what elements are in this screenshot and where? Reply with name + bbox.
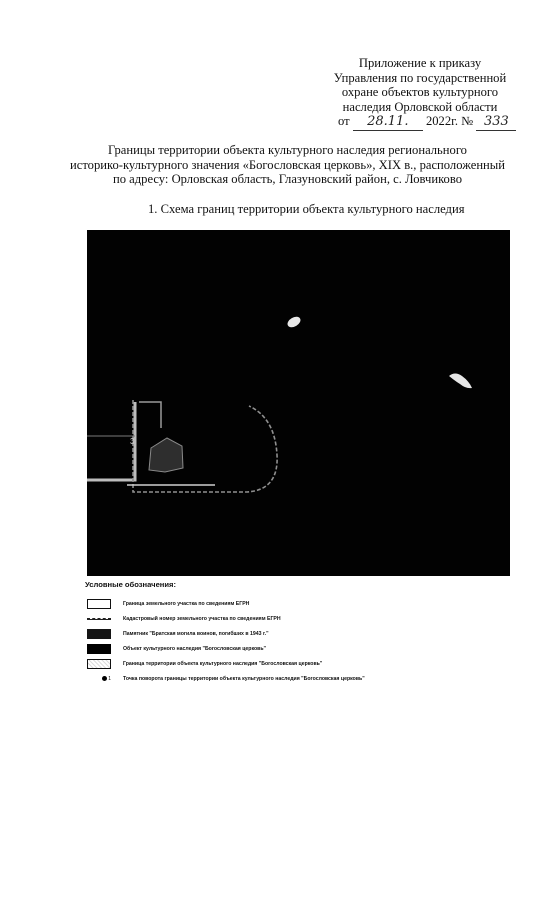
legend-swatch-monument	[87, 629, 111, 639]
title-line-2: историко-культурного значения «Богословская церковь», XIX в., расположенный	[69, 157, 506, 172]
legend-item	[85, 656, 505, 671]
legend-swatch-territory-boundary	[87, 659, 111, 669]
legend-swatch-heritage-object	[87, 644, 111, 654]
legend-swatch-turn-point	[87, 676, 111, 682]
appendix-line-1: Приложение к приказу	[358, 56, 482, 70]
handwritten-date: 28.11.	[353, 115, 423, 131]
legend-item	[85, 671, 505, 686]
year-suffix: 2022г. №	[425, 114, 474, 129]
appendix-line-2: Управления по государственной	[333, 70, 507, 85]
legend-swatch-cadastral-number	[87, 618, 111, 620]
boundary-scheme-map	[87, 230, 510, 576]
legend-item	[85, 641, 505, 656]
legend-title: Условные обозначения:	[85, 580, 177, 589]
legend-label: Кадастровый номер земельного участка по сведениям ЕГРН	[123, 615, 281, 622]
appendix-line-4: наследия Орловской области	[342, 99, 498, 114]
legend-label: Граница территории объекта культурного наследия "Богословская церковь"	[123, 660, 323, 667]
legend-label: Объект культурного наследия "Богословская церковь"	[123, 645, 266, 652]
legend-swatch-plot-boundary	[87, 599, 111, 609]
legend-item	[85, 596, 505, 611]
appendix-line-3: охране объектов культурного	[341, 85, 499, 100]
turn-point-dot-icon	[102, 676, 107, 681]
title-line-3: по адресу: Орловская область, Глазуновский район, с. Ловчиково	[112, 172, 462, 187]
turn-point-dot-label: 1	[108, 675, 111, 682]
legend-label: Граница земельного участка по сведениям ЕГРН	[123, 600, 250, 607]
appendix-header	[310, 56, 530, 131]
legend-label: Точка поворота границы территории объекта культурного наследия "Богословская церковь"	[123, 675, 365, 682]
map-legend	[85, 580, 505, 686]
legend-item	[85, 626, 505, 641]
date-prefix: от	[338, 114, 350, 129]
map-image	[87, 230, 510, 576]
order-date-line	[310, 114, 530, 131]
handwritten-order-number: 333	[476, 115, 516, 131]
legend-item	[85, 611, 505, 626]
title-line-1: Границы территории объекта культурного наследия регионального	[108, 143, 467, 157]
section-heading: 1. Схема границ территории объекта культурного наследия	[148, 202, 465, 216]
legend-label: Памятник "Братская могила воинов, погибших в 1943 г."	[123, 630, 269, 637]
document-title	[60, 143, 515, 187]
turn-point-label: 3	[130, 437, 135, 446]
